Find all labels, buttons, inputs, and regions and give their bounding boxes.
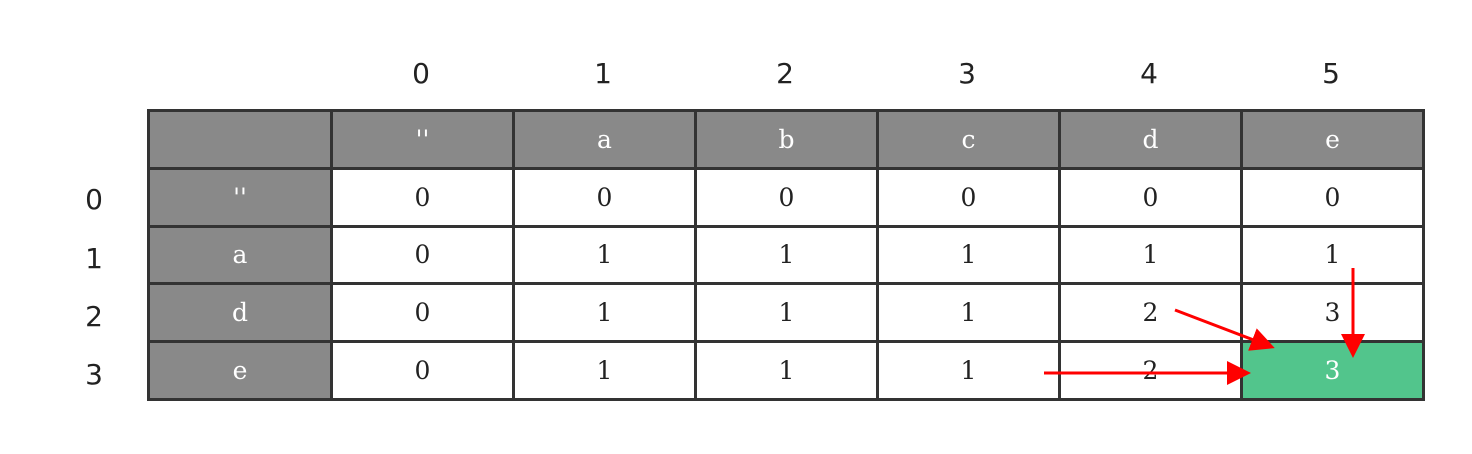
dp-cell: 1 — [1060, 226, 1242, 284]
dp-cell: 0 — [332, 168, 514, 226]
row-index-1: 1 — [85, 242, 103, 275]
dp-cell: 1 — [514, 226, 696, 284]
dp-cell: 2 — [1060, 284, 1242, 342]
column-index-4: 4 — [1140, 57, 1158, 90]
header-cell-empty-string: '' — [332, 111, 514, 169]
dp-cell: 1 — [878, 342, 1060, 400]
dp-cell: 0 — [332, 284, 514, 342]
row-label-cell: a — [149, 226, 332, 284]
table-row — [149, 284, 1424, 342]
table-row — [149, 342, 1424, 400]
dp-cell: 1 — [696, 226, 878, 284]
dp-cell: 1 — [696, 284, 878, 342]
dp-cell: 0 — [1060, 168, 1242, 226]
dp-cell: 0 — [878, 168, 1060, 226]
dp-cell: 1 — [1242, 226, 1424, 284]
row-index-2: 2 — [85, 300, 103, 333]
row-label-cell: e — [149, 342, 332, 400]
column-index-2: 2 — [776, 57, 794, 90]
dp-cell: 1 — [696, 342, 878, 400]
dp-cell: 1 — [878, 284, 1060, 342]
column-index-5: 5 — [1322, 57, 1340, 90]
corner-cell — [149, 111, 332, 169]
dp-cell: 0 — [514, 168, 696, 226]
row-label-cell: '' — [149, 168, 332, 226]
row-index-0: 0 — [85, 183, 103, 216]
table-row — [149, 168, 1424, 226]
row-label-cell: d — [149, 284, 332, 342]
column-index-3: 3 — [958, 57, 976, 90]
header-cell-d: d — [1060, 111, 1242, 169]
row-index-3: 3 — [85, 358, 103, 391]
header-cell-e: e — [1242, 111, 1424, 169]
column-index-1: 1 — [594, 57, 612, 90]
dp-cell: 1 — [514, 342, 696, 400]
header-cell-c: c — [878, 111, 1060, 169]
dp-cell: 1 — [514, 284, 696, 342]
dp-cell: 2 — [1060, 342, 1242, 400]
dp-cell: 1 — [878, 226, 1060, 284]
header-cell-a: a — [514, 111, 696, 169]
header-row — [149, 111, 1424, 169]
highlighted-result-cell: 3 — [1242, 342, 1424, 400]
header-cell-b: b — [696, 111, 878, 169]
dp-cell: 0 — [332, 226, 514, 284]
column-index-0: 0 — [412, 57, 430, 90]
dp-grid — [147, 109, 1425, 401]
dp-cell: 0 — [1242, 168, 1424, 226]
table-row — [149, 226, 1424, 284]
dp-cell: 0 — [696, 168, 878, 226]
dp-cell: 3 — [1242, 284, 1424, 342]
dp-cell: 0 — [332, 342, 514, 400]
